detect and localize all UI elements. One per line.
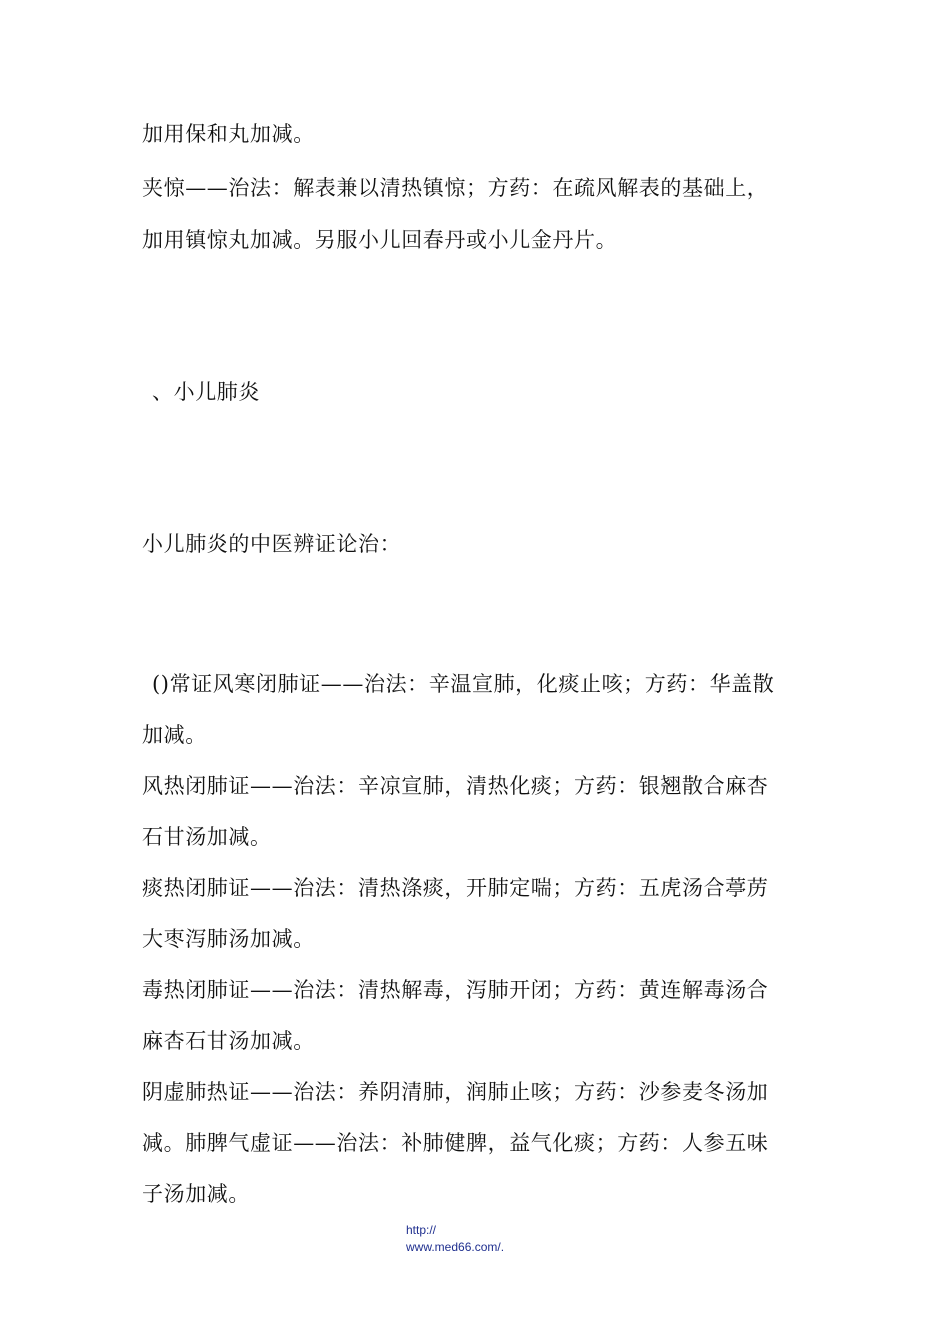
text-line: ()常证风寒闭肺证——治法：辛温宣肺，化痰止咳；方药：华盖散 [152, 672, 775, 696]
text-line: 减。肺脾气虚证——治法：补肺健脾，益气化痰；方药：人参五味 [142, 1131, 769, 1155]
text-line: 子汤加减。 [142, 1182, 250, 1206]
footer-link-line2[interactable]: www.med66.com/. [406, 1240, 505, 1254]
text-line: 阴虚肺热证——治法：养阴清肺，润肺止咳；方药：沙参麦冬汤加 [142, 1080, 769, 1104]
text-line: 加减。 [142, 723, 207, 747]
footer-link-line1[interactable]: http:// [406, 1223, 437, 1237]
footer-link[interactable] [406, 1222, 504, 1256]
text-line: 加用保和丸加减。 [142, 122, 315, 146]
text-line: 大枣泻肺汤加减。 [142, 927, 315, 951]
section-heading: 、小儿肺炎 [152, 380, 260, 404]
text-line: 风热闭肺证——治法：辛凉宣肺，清热化痰；方药：银翘散合麻杏 [142, 774, 769, 798]
text-line: 夹惊——治法：解表兼以清热镇惊；方药：在疏风解表的基础上， [142, 176, 769, 200]
text-line: 加用镇惊丸加减。另服小儿回春丹或小儿金丹片。 [142, 228, 618, 252]
text-line: 小儿肺炎的中医辨证论治： [142, 532, 402, 556]
text-line: 石甘汤加减。 [142, 825, 272, 849]
text-line: 麻杏石甘汤加减。 [142, 1029, 315, 1053]
text-line: 痰热闭肺证——治法：清热涤痰，开肺定喘；方药：五虎汤合葶苈 [142, 876, 769, 900]
text-line: 毒热闭肺证——治法：清热解毒，泻肺开闭；方药：黄连解毒汤合 [142, 978, 769, 1002]
